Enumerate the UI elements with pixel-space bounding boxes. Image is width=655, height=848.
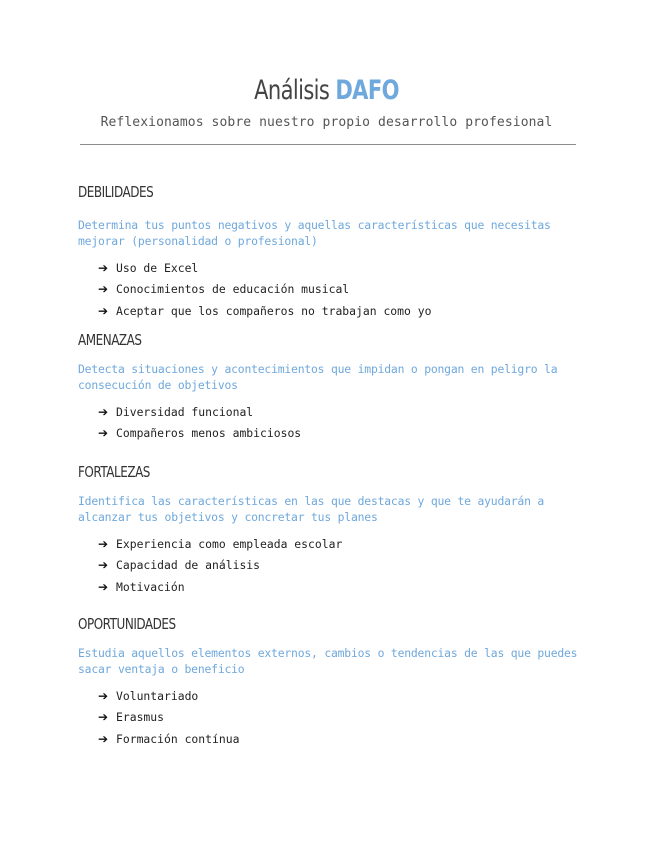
- arrow-right-icon: ➔: [98, 303, 109, 318]
- list-item-text: Capacidad de análisis: [116, 558, 261, 573]
- section-amenazas: [78, 330, 578, 445]
- list-item: [98, 279, 578, 300]
- list-item-text: Conocimientos de educación musical: [116, 282, 350, 297]
- list-item: [98, 577, 578, 598]
- section-heading: FORTALEZAS: [78, 463, 150, 481]
- list-item-text: Experiencia como empleada escolar: [116, 537, 343, 551]
- section-heading: AMENAZAS: [78, 331, 142, 349]
- bullet-list: [98, 402, 578, 445]
- list-item-text: Uso de Excel: [116, 261, 199, 275]
- arrow-right-icon: ➔: [98, 558, 109, 573]
- list-item: [98, 534, 578, 555]
- bullet-list: [98, 258, 578, 322]
- title-main: Análisis: [254, 75, 336, 106]
- list-item-text: Diversidad funcional: [116, 405, 254, 419]
- section-fortalezas: [78, 462, 578, 598]
- list-item-text: Compañeros menos ambiciosos: [116, 426, 302, 441]
- list-item: [98, 423, 578, 444]
- list-item: [98, 301, 578, 322]
- arrow-right-icon: ➔: [98, 689, 109, 703]
- section-oportunidades: [78, 614, 578, 750]
- section-heading: DEBILIDADES: [78, 183, 154, 201]
- arrow-right-icon: ➔: [98, 731, 109, 746]
- list-item: [98, 707, 578, 728]
- list-item: [98, 402, 578, 423]
- header: [78, 74, 575, 132]
- arrow-right-icon: ➔: [98, 405, 109, 419]
- title-accent: DAFO: [335, 75, 399, 106]
- list-item: [98, 686, 578, 707]
- page-subtitle: Reflexionamos sobre nuestro propio desarrollo profesional: [100, 115, 553, 130]
- arrow-right-icon: ➔: [98, 426, 109, 441]
- arrow-right-icon: ➔: [98, 282, 109, 297]
- header-divider: [80, 144, 576, 145]
- section-heading: OPORTUNIDADES: [78, 615, 176, 633]
- section-description: Identifica las características en las que destacas y que te ayudarán a alcanzar tus objetivos y concretar tus planes: [78, 494, 545, 524]
- list-item: [98, 555, 578, 576]
- list-item-text: Voluntariado: [116, 689, 199, 703]
- list-item-text: Formación contínua: [116, 731, 240, 746]
- page-title: [133, 74, 521, 108]
- arrow-right-icon: ➔: [98, 710, 109, 725]
- bullet-list: [98, 534, 578, 598]
- list-item: [98, 258, 578, 279]
- arrow-right-icon: ➔: [98, 261, 109, 275]
- section-description: Detecta situaciones y acontecimientos que impidan o pongan en peligro la consecución de objetivos: [78, 362, 558, 392]
- list-item-text: Aceptar que los compañeros no trabajan como yo: [116, 303, 432, 318]
- list-item-text: Erasmus: [116, 710, 165, 725]
- list-item: [98, 729, 578, 750]
- arrow-right-icon: ➔: [98, 579, 109, 594]
- arrow-right-icon: ➔: [98, 537, 109, 551]
- section-debilidades: [78, 182, 578, 322]
- list-item-text: Motivación: [116, 579, 185, 594]
- section-description: Determina tus puntos negativos y aquellas características que necesitas mejorar (personalidad o profesional): [78, 218, 551, 248]
- bullet-list: [98, 686, 578, 750]
- section-description: Estudia aquellos elementos externos, cambios o tendencias de las que puedes sacar ventaja o beneficio: [78, 646, 578, 676]
